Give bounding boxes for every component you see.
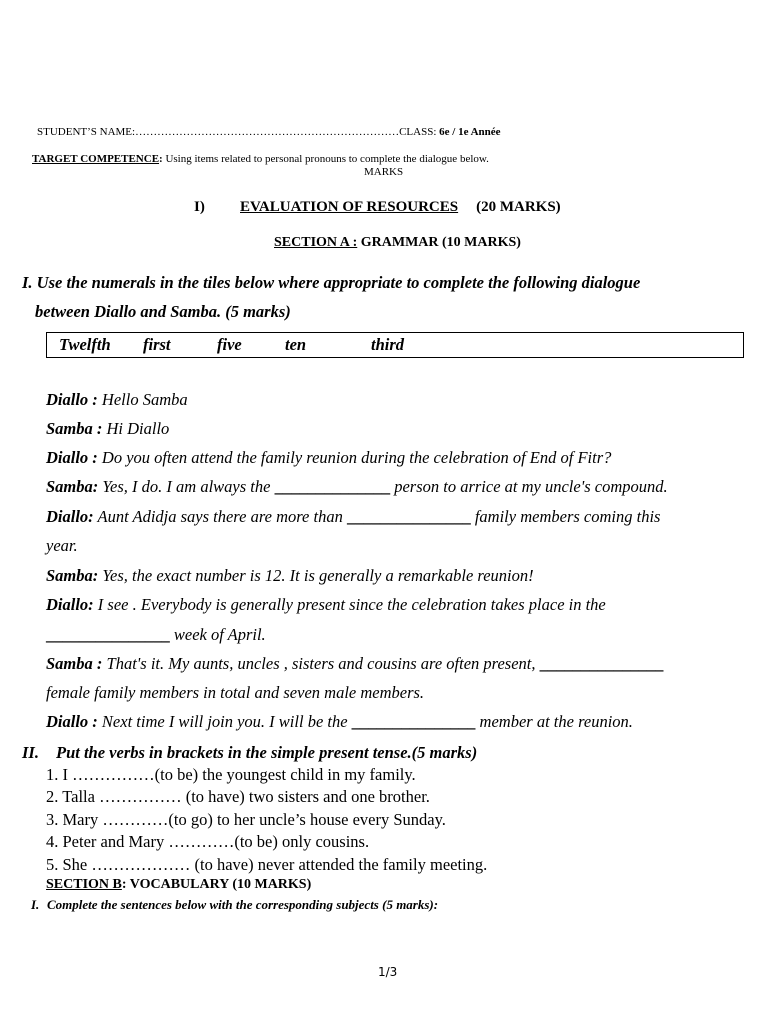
exercise-item: 1. I ……………(to be) the youngest child in my family. (46, 765, 416, 784)
dialogue-speaker: Diallo : (46, 448, 98, 467)
tile-word: ten (285, 335, 307, 354)
marks-label: MARKS (364, 166, 404, 178)
dialogue-line (46, 566, 534, 586)
evaluation-heading (194, 199, 561, 216)
section-a-title: GRAMMAR (10 MARKS) (357, 235, 521, 250)
dialogue-line (46, 419, 169, 439)
tile-word: Twelfth (59, 335, 111, 354)
answer-blank: _______________ (46, 625, 170, 644)
exercise-item: 2. Talla …………… (to have) two sisters and one brother. (46, 787, 430, 806)
dialogue-line (46, 477, 668, 497)
section-b-label: SECTION B (46, 877, 122, 892)
dialogue-speaker: Diallo: (46, 595, 94, 614)
dialogue-speaker: Samba: (46, 566, 99, 585)
exercise-item: 5. She ……………… (to have) never attended the family meeting. (46, 855, 488, 874)
evaluation-number: I) (194, 199, 205, 215)
vocabulary-text: Complete the sentences below with the corresponding subjects (5 marks): (47, 897, 439, 912)
dialogue-line (46, 448, 611, 468)
class-value: 6e / 1e Année (439, 126, 501, 138)
dialogue-text: Do you often attend the family reunion during the celebration of End of Fitr? (97, 448, 612, 467)
answer-blank: ______________ (274, 477, 391, 496)
dialogue-text: Aunt Adidja says there are more than (93, 507, 347, 526)
dialogue-speaker: Samba : (46, 654, 103, 673)
question2-number: II. (22, 743, 39, 762)
student-name-blank: ……………………………………………………………… (135, 126, 400, 138)
question2-text: Put the verbs in brackets in the simple present tense.(5 marks) (56, 743, 478, 762)
page-number: 1/3 (378, 965, 398, 979)
section-a-heading (274, 235, 521, 251)
dialogue-text: Hello Samba (97, 390, 188, 409)
dialogue-line (46, 595, 606, 615)
student-name-label: STUDENT’S NAME: (37, 126, 136, 138)
dialogue-speaker: Samba : (46, 419, 103, 438)
dialogue-text: member at the reunion. (475, 712, 633, 731)
section-b-heading (46, 877, 311, 893)
dialogue-line (46, 390, 188, 410)
target-competence-colon: : (159, 153, 163, 165)
dialogue-line (46, 654, 663, 674)
target-competence-line (32, 153, 489, 165)
vocabulary-number: I. (31, 897, 40, 912)
dialogue-line (46, 507, 660, 527)
evaluation-title: EVALUATION OF RESOURCES (240, 199, 459, 215)
dialogue-line (46, 683, 424, 703)
exercise-item: 3. Mary …………(to go) to her uncle’s house every Sunday. (46, 810, 446, 829)
exercise-item: 4. Peter and Mary …………(to be) only cousins. (46, 832, 370, 851)
question2-instruction (22, 743, 477, 763)
dialogue-text: Yes, I do. I am always the (98, 477, 275, 496)
dialogue-text: person to arrice at my uncle's compound. (390, 477, 668, 496)
evaluation-marks: (20 MARKS) (476, 199, 561, 215)
dialogue-text: That's it. My aunts, uncles , sisters and cousins are often present, (102, 654, 540, 673)
target-competence-label: TARGET COMPETENCE (32, 153, 160, 165)
dialogue-text: week of April. (169, 625, 266, 644)
dialogue-speaker: Diallo: (46, 507, 94, 526)
dialogue-text: year. (46, 536, 78, 555)
dialogue-text: female family members in total and seven male members. (46, 683, 425, 702)
dialogue-text: Yes, the exact number is 12. It is generally a remarkable reunion! (98, 566, 534, 585)
dialogue-line (46, 625, 266, 645)
dialogue-line (46, 536, 78, 556)
dialogue-text: family members coming this (470, 507, 661, 526)
section-a-label: SECTION A : (274, 235, 358, 250)
dialogue-text: Hi Diallo (102, 419, 170, 438)
dialogue-text: I see . Everybody is generally present since the celebration takes place in the (93, 595, 606, 614)
answer-blank: _______________ (351, 712, 476, 731)
vocabulary-instruction (31, 897, 438, 913)
section-b-title: : VOCABULARY (10 MARKS) (121, 877, 312, 892)
dialogue-text: Next time I will join you. I will be the (97, 712, 352, 731)
tile-word: five (217, 335, 242, 354)
target-competence-text: Using items related to personal pronouns to complete the dialogue below. (162, 153, 489, 165)
tile-word: third (371, 335, 405, 354)
student-name-line (37, 126, 501, 138)
answer-blank: _______________ (346, 507, 471, 526)
question1-instruction-line1: I. Use the numerals in the tiles below where appropriate to complete the following dialogue (22, 273, 641, 292)
dialogue-speaker: Samba: (46, 477, 99, 496)
dialogue-line (46, 712, 633, 732)
tile-word: first (143, 335, 171, 354)
dialogue-speaker: Diallo : (46, 712, 98, 731)
dialogue-speaker: Diallo : (46, 390, 98, 409)
class-label: CLASS: (399, 126, 437, 138)
numeral-tiles-box (46, 332, 744, 358)
answer-blank: _______________ (539, 654, 664, 673)
question1-instruction-line2: between Diallo and Samba. (5 marks) (35, 302, 291, 321)
